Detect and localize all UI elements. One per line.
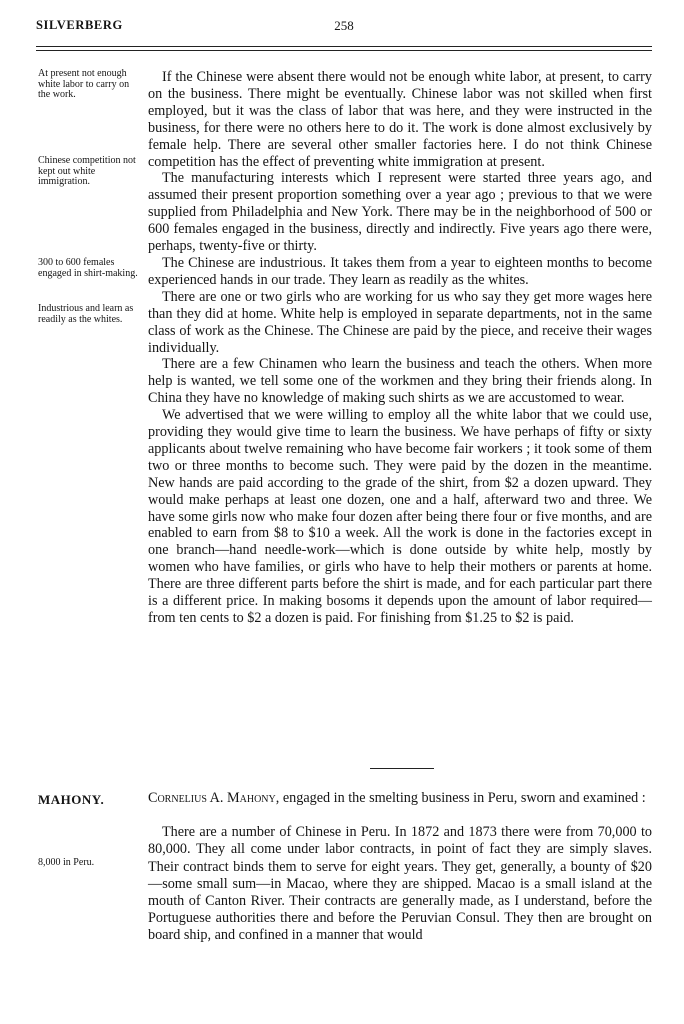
witness-name: Cornelius A. Mahony [148,790,276,806]
margin-note: Industrious and learn as readily as the whites. [38,303,134,325]
paragraph: We advertised that we were willing to employ all the white labor that we could use, providing they would give time to learn the business. We have perhaps of fifty or sixty applicants about twelve remaining who have become fair workers ; it took some of them two or three months to become such. They were paid by the dozen in the meantime. New hands are paid according to the grade of the shirt, from $2 a dozen upward. They would make perhaps at least one dozen, one and a half, afterward two and three. We have some girls now who make four dozen after being there four or five months, and are enabled to earn from $8 to $10 a week. All the work is done in the factories except in one branch—hand needle-work—which is done outside by white help, mostly by women who have families, or girls who have to help their mothers or parents at home. There are three different parts before the shirt is made, and for each particular part there is a different price. In making bosoms it depends upon the amount of labor required—from ten cents to $2 a dozen is paid. For finishing from $1.25 to $2 is paid. [148,407,652,626]
paragraph: There are a few Chinamen who learn the business and teach the others. When more help is wanted, we tell some one of the workmen and they bring their friends along. In China they have no knowledge of making such shirts as we are accustomed to wear. [148,356,652,407]
testimony-text [148,69,652,627]
mahony-testimony [148,790,652,945]
witness-intro [148,790,652,807]
page-header [36,18,652,38]
paragraph: There are a number of Chinese in Peru. In 1872 and 1873 there were from 70,000 to 80,000. They all come under labor contracts, in point of fact they are simply slaves. Their contract binds them to serve for eight years. They get, generally, a bounty of $20—some small sum—in Macao, where they are shipped. Macao is a small island at the mouth of Canton River. Their contracts are generally made, as I understand, before the Portuguese authorities there and before the Peruvian Consul. They then are brought on board ship, and confined in a manner that would [148,824,652,944]
page-number: 258 [334,18,354,33]
margin-note: At present not enough white labor to carry on the work. [38,68,130,100]
header-rule-top [36,46,652,47]
running-head: SILVERBERG [36,18,123,32]
paragraph: The manufacturing interests which I represent were started three years ago, and assumed their present proportion something over a year ago ; previous to that we were supplied from Philadelphia and New York. There may be in the neighborhood of 500 or 600 females engaged in the business, directly and indirectly. Five years ago there were, perhaps, twenty-five or thirty. [148,170,652,255]
section-divider [370,768,434,769]
witness-intro-text: , engaged in the smelting business in Peru, sworn and examined : [275,790,646,806]
paragraph: If the Chinese were absent there would not be enough white labor, at present, to carry on the business. There might be eventually. Chinese labor was not skilled when first employed, but it was the class of labor that was here, and they were instructed in the business, for there were no others here to do it. The work is done almost exclusively by female help. There are several other smaller factories here. I do not think Chinese competition has the effect of preventing white immigration at present. [148,69,652,170]
header-rule-bottom [36,50,652,51]
margin-note: Chinese competition not kept out white immigration. [38,155,136,187]
margin-note: 300 to 600 females engaged in shirt-making. [38,257,138,279]
paragraph: There are one or two girls who are working for us who say they get more wages here than they did at home. White help is employed in separate departments, not in the same class of work as the Chinese. The Chinese are paid by the piece, and receive their wages individually. [148,288,652,356]
margin-note: 8,000 in Peru. [38,857,95,868]
witness-side-name: MAHONY. [38,792,105,807]
paragraph: The Chinese are industrious. It takes them from a year to eighteen months to become experienced hands in our trade. They learn as readily as the whites. [148,254,652,288]
